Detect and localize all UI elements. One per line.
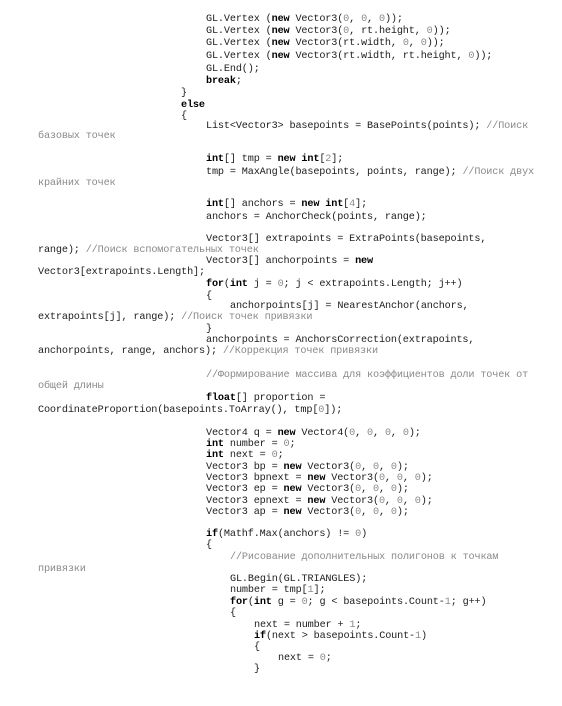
code-text: g = bbox=[271, 597, 302, 608]
code-line bbox=[38, 311, 312, 324]
code-line bbox=[254, 663, 260, 676]
code-line bbox=[206, 211, 427, 224]
code-line bbox=[206, 75, 242, 88]
code-text: )); bbox=[432, 26, 451, 37]
code-text: , bbox=[408, 38, 421, 49]
number-literal: 0 bbox=[396, 473, 403, 484]
code-text: GL.Vertex ( bbox=[206, 51, 272, 62]
comment: //Коррекция точек привязки bbox=[222, 346, 378, 357]
comment: базовых точек bbox=[38, 131, 116, 142]
code-text: ]); bbox=[324, 405, 343, 416]
code-text: Vector3[] extrapoints = ExtraPoints(basepoints, bbox=[206, 234, 487, 245]
code-text: Vector3[extrapoints.Length]; bbox=[38, 267, 205, 278]
code-text: ; g++) bbox=[450, 597, 487, 608]
code-text: ( bbox=[247, 597, 254, 608]
keyword: new bbox=[283, 507, 302, 518]
code-text: List<Vector3> basepoints = BasePoints(points); bbox=[206, 121, 487, 132]
code-text: GL.Vertex ( bbox=[206, 14, 272, 25]
code-text: Vector3 ep = bbox=[206, 484, 284, 495]
code-text: [] proportion = bbox=[235, 393, 326, 404]
code-text: Vector3( bbox=[289, 14, 344, 25]
keyword: if bbox=[254, 631, 266, 642]
number-literal: 0 bbox=[343, 26, 350, 37]
code-line bbox=[206, 37, 445, 50]
number-literal: 0 bbox=[349, 428, 356, 439]
code-line bbox=[38, 345, 378, 358]
code-text: , bbox=[390, 428, 403, 439]
code-text: Vector3( bbox=[301, 484, 356, 495]
code-line bbox=[278, 652, 332, 665]
code-text: ); bbox=[396, 484, 409, 495]
comment: //Формирование массива для коэффициентов доли точек от bbox=[206, 370, 529, 381]
code-text: Vector3( bbox=[289, 26, 344, 37]
code-text: ); bbox=[420, 496, 433, 507]
code-text: CoordinateProportion(basepoints.ToArray(), tmp[ bbox=[38, 405, 319, 416]
number-literal: 0 bbox=[318, 405, 325, 416]
number-literal: 0 bbox=[343, 14, 350, 25]
code-line bbox=[38, 404, 342, 417]
number-literal: 0 bbox=[402, 428, 409, 439]
code-line bbox=[230, 607, 236, 620]
number-literal: 0 bbox=[355, 507, 362, 518]
code-text: ; j < extrapoints.Length; j++) bbox=[283, 279, 463, 290]
code-text: , bbox=[384, 473, 397, 484]
code-line bbox=[206, 506, 409, 519]
code-line bbox=[206, 120, 528, 133]
number-literal: 0 bbox=[355, 462, 362, 473]
keyword: new bbox=[271, 38, 290, 49]
keyword: new bbox=[355, 256, 373, 267]
code-text: , bbox=[378, 462, 391, 473]
comment: //Поиск вспомогательных точек bbox=[85, 245, 259, 256]
number-literal: 0 bbox=[426, 26, 433, 37]
number-literal: 1 bbox=[349, 620, 356, 631]
code-text: , bbox=[384, 496, 397, 507]
number-literal: 2 bbox=[325, 154, 332, 165]
number-literal: 0 bbox=[373, 484, 379, 495]
code-line bbox=[206, 290, 212, 303]
keyword: new bbox=[307, 496, 326, 507]
number-literal: 1 bbox=[307, 585, 314, 596]
number-literal: 0 bbox=[396, 496, 403, 507]
number-literal: 0 bbox=[468, 51, 475, 62]
keyword: int bbox=[229, 279, 248, 290]
code-text: )); bbox=[474, 51, 493, 62]
number-literal: 1 bbox=[415, 631, 421, 642]
number-literal: 0 bbox=[414, 496, 421, 507]
keyword: int bbox=[325, 199, 344, 210]
comment: крайних точек bbox=[38, 178, 116, 189]
code-text: Vector3 bp = bbox=[206, 462, 284, 473]
code-line bbox=[206, 50, 492, 63]
keyword: int bbox=[206, 154, 224, 165]
code-line bbox=[38, 380, 104, 393]
number-literal: 0 bbox=[373, 507, 379, 518]
code-text: , bbox=[355, 428, 368, 439]
code-text: ); bbox=[420, 473, 433, 484]
code-text: ; g < basepoints.Count- bbox=[307, 597, 445, 608]
code-text: ; bbox=[277, 450, 284, 461]
code-line bbox=[206, 278, 462, 291]
code-text: range); bbox=[38, 245, 86, 256]
code-text: ); bbox=[396, 462, 409, 473]
code-text: ); bbox=[396, 507, 409, 518]
code-text: GL.Begin(GL.TRIANGLES); bbox=[230, 574, 368, 585]
code-line bbox=[38, 177, 116, 190]
code-text: GL.End(); bbox=[206, 64, 260, 75]
code-text: [ bbox=[319, 154, 326, 165]
code-text: GL.Vertex ( bbox=[206, 38, 272, 49]
code-line bbox=[206, 153, 343, 166]
code-text: ) bbox=[361, 529, 368, 540]
number-literal: 1 bbox=[444, 597, 451, 608]
code-text: anchorpoints, range, anchors); bbox=[38, 346, 223, 357]
number-literal: 0 bbox=[414, 473, 421, 484]
code-text: Vector3( bbox=[301, 507, 356, 518]
code-text: Vector3(rt.width, bbox=[289, 38, 403, 49]
comment: //Поиск точек привязки bbox=[181, 312, 313, 323]
code-text: next = bbox=[223, 450, 272, 461]
number-literal: 4 bbox=[349, 199, 356, 210]
number-literal: 0 bbox=[420, 38, 427, 49]
code-text: { bbox=[254, 642, 260, 653]
code-text: { bbox=[206, 540, 212, 551]
code-text: anchors = AnchorCheck(points, range); bbox=[206, 212, 427, 223]
code-text: Vector4 q = bbox=[206, 428, 278, 439]
code-text: , bbox=[349, 14, 362, 25]
code-text: GL.Vertex ( bbox=[206, 26, 272, 37]
keyword: int bbox=[253, 597, 272, 608]
keyword: new bbox=[307, 473, 326, 484]
code-text: ); bbox=[408, 428, 421, 439]
code-text: , bbox=[361, 484, 373, 495]
number-literal: 0 bbox=[319, 653, 326, 664]
code-text: )); bbox=[426, 38, 445, 49]
number-literal: 0 bbox=[378, 473, 385, 484]
number-literal: 0 bbox=[355, 529, 362, 540]
number-literal: 0 bbox=[283, 439, 290, 450]
code-text: Vector3( bbox=[325, 496, 379, 507]
code-line bbox=[206, 255, 373, 268]
number-literal: 0 bbox=[271, 450, 278, 461]
code-line bbox=[38, 563, 86, 576]
code-text: [] tmp = bbox=[223, 154, 278, 165]
number-literal: 0 bbox=[301, 597, 308, 608]
code-text: Vector3(rt.width, rt.height, bbox=[289, 51, 469, 62]
code-text: (Mathf.Max(anchors) != bbox=[217, 529, 356, 540]
keyword: new bbox=[271, 26, 290, 37]
number-literal: 0 bbox=[390, 484, 397, 495]
code-text: ]; bbox=[355, 199, 368, 210]
code-line bbox=[206, 198, 367, 211]
code-text: [] anchors = bbox=[223, 199, 302, 210]
code-line bbox=[254, 641, 260, 654]
code-text: { bbox=[206, 291, 212, 302]
code-text: ]; bbox=[313, 585, 326, 596]
keyword: new bbox=[271, 14, 290, 25]
number-literal: 0 bbox=[390, 507, 397, 518]
comment: //Рисование дополнительных полигонов к точкам bbox=[230, 552, 499, 563]
comment: //Поиск bbox=[486, 121, 529, 132]
code-line bbox=[230, 551, 498, 564]
keyword: int bbox=[206, 450, 224, 461]
keyword: float bbox=[206, 393, 236, 404]
number-literal: 0 bbox=[277, 279, 284, 290]
code-text: ; bbox=[325, 653, 332, 664]
code-text: Vector4( bbox=[295, 428, 350, 439]
code-text: Vector3 ap = bbox=[206, 507, 284, 518]
code-text: { bbox=[181, 111, 187, 122]
number-literal: 0 bbox=[384, 428, 391, 439]
code-text: next = bbox=[278, 653, 320, 664]
number-literal: 0 bbox=[361, 14, 368, 25]
number-literal: 0 bbox=[355, 484, 362, 495]
code-line bbox=[230, 596, 486, 609]
code-line bbox=[254, 630, 427, 643]
code-text: tmp = MaxAngle(basepoints, points, range); bbox=[206, 167, 463, 178]
comment: общей длины bbox=[38, 381, 104, 392]
keyword: new bbox=[283, 462, 302, 473]
keyword: break bbox=[206, 76, 236, 87]
keyword: else bbox=[181, 100, 205, 111]
code-text: (next > basepoints.Count- bbox=[265, 631, 416, 642]
keyword: new bbox=[277, 428, 296, 439]
code-text: , bbox=[378, 507, 391, 518]
code-text: , rt.height, bbox=[349, 26, 427, 37]
code-text: ) bbox=[421, 631, 427, 642]
code-text: Vector3( bbox=[325, 473, 379, 484]
keyword: int bbox=[206, 199, 224, 210]
code-text: , bbox=[402, 496, 415, 507]
code-line bbox=[38, 130, 116, 143]
keyword: if bbox=[206, 529, 218, 540]
keyword: int bbox=[301, 154, 320, 165]
keyword: new bbox=[271, 51, 290, 62]
code-text: next = number + bbox=[254, 620, 350, 631]
code-text: Vector3( bbox=[301, 462, 356, 473]
number-literal: 0 bbox=[378, 14, 385, 25]
code-text: , bbox=[378, 484, 391, 495]
code-text: ( bbox=[223, 279, 230, 290]
code-line bbox=[38, 266, 205, 279]
code-text: number = tmp[ bbox=[230, 585, 308, 596]
code-text: ; bbox=[355, 620, 362, 631]
code-text: number = bbox=[223, 439, 284, 450]
keyword: new bbox=[277, 154, 296, 165]
code-text: } bbox=[254, 664, 260, 675]
comment: //Поиск двух bbox=[462, 167, 534, 178]
code-text: Vector3 epnext = bbox=[206, 496, 308, 507]
comment: привязки bbox=[38, 564, 86, 575]
number-literal: 0 bbox=[367, 428, 373, 439]
number-literal: 0 bbox=[378, 496, 385, 507]
code-line bbox=[206, 528, 367, 541]
number-literal: 0 bbox=[402, 38, 409, 49]
code-text: Vector3[] anchorpoints = bbox=[206, 256, 356, 267]
code-line bbox=[206, 369, 528, 382]
code-text: { bbox=[230, 608, 236, 619]
code-line bbox=[181, 110, 187, 123]
code-text: ]; bbox=[331, 154, 344, 165]
code-text: , bbox=[367, 14, 379, 25]
code-text: extrapoints[j], range); bbox=[38, 312, 182, 323]
code-text: } bbox=[181, 88, 187, 99]
code-text: ; bbox=[235, 76, 242, 87]
code-text: [ bbox=[343, 199, 350, 210]
code-text: , bbox=[361, 462, 373, 473]
code-text: j = bbox=[247, 279, 278, 290]
code-text: anchorpoints[j] = NearestAnchor(anchors, bbox=[230, 301, 469, 312]
code-line bbox=[206, 166, 534, 179]
keyword: for bbox=[206, 279, 224, 290]
keyword: new bbox=[301, 199, 320, 210]
code-text: ; bbox=[289, 439, 296, 450]
number-literal: 0 bbox=[390, 462, 397, 473]
code-text: )); bbox=[384, 14, 403, 25]
keyword: int bbox=[206, 439, 224, 450]
code-text: anchorpoints = AnchorsCorrection(extrapoints, bbox=[206, 335, 475, 346]
code-line bbox=[206, 539, 212, 552]
code-text: , bbox=[373, 428, 385, 439]
number-literal: 0 bbox=[373, 462, 379, 473]
keyword: new bbox=[283, 484, 302, 495]
keyword: for bbox=[230, 597, 248, 608]
code-text: Vector3 bpnext = bbox=[206, 473, 308, 484]
code-text: } bbox=[206, 324, 212, 335]
code-text: , bbox=[402, 473, 415, 484]
code-text: , bbox=[361, 507, 373, 518]
